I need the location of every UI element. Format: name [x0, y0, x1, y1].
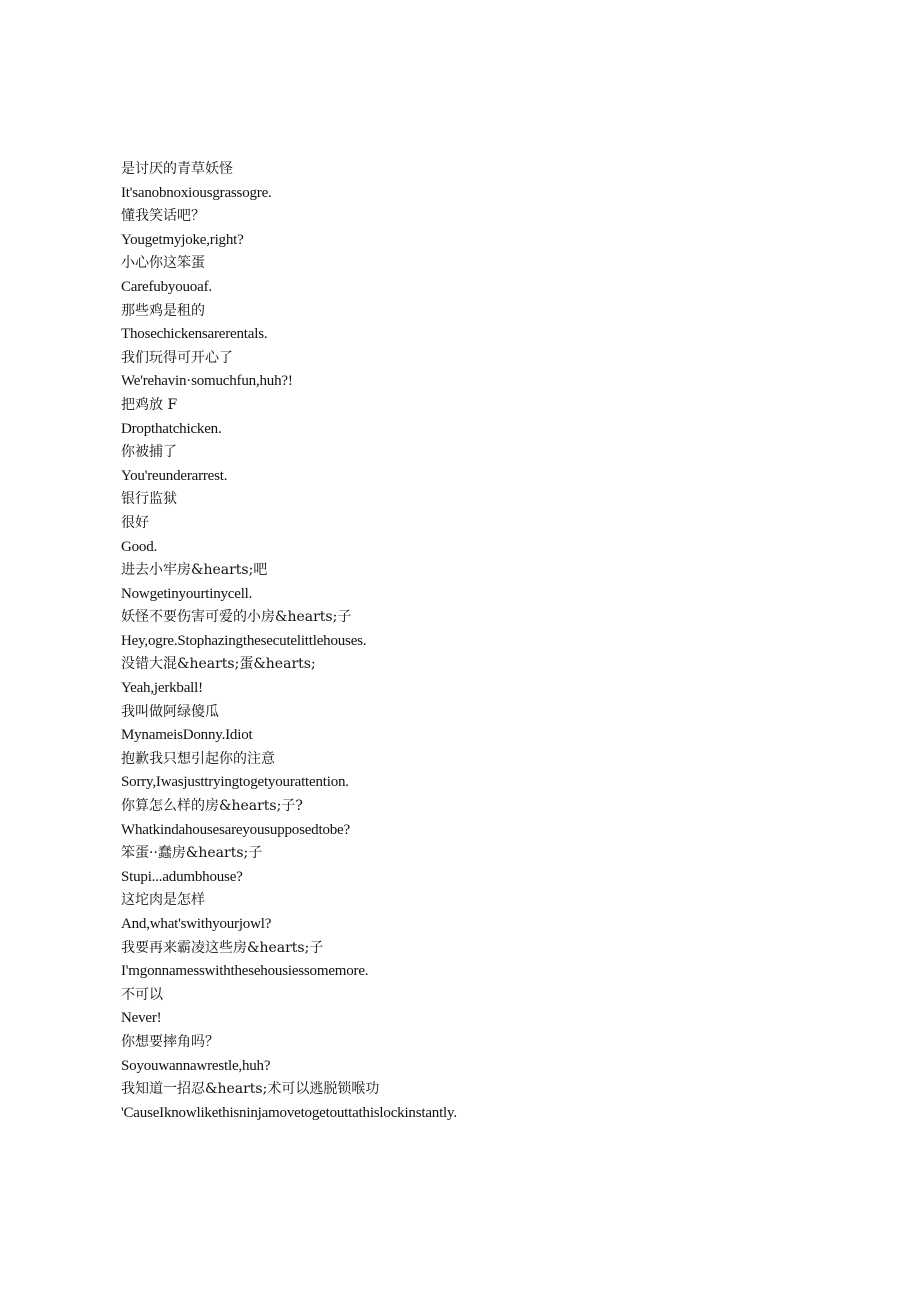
- english-subtitle-line: I'mgonnamesswiththesehousiessomemore.: [121, 963, 369, 980]
- subtitle-lines: [121, 158, 881, 1125]
- chinese-subtitle-line: 没错大混&hearts;蛋&hearts;: [121, 656, 316, 673]
- english-subtitle-line: 'CauseIknowlikethisninjamovetogetouttathislockinstantly.: [121, 1104, 457, 1121]
- chinese-subtitle-line: 我要再来霸凌这些房&hearts;子: [121, 939, 324, 956]
- english-subtitle-line: Good.: [121, 538, 158, 555]
- chinese-subtitle-line: 很好: [121, 514, 149, 531]
- english-subtitle-line: You'reunderarrest.: [121, 467, 228, 484]
- english-subtitle-line: Yougetmyjoke,right?: [121, 231, 244, 248]
- english-subtitle-line: Dropthatchicken.: [121, 420, 222, 437]
- chinese-subtitle-line: 不可以: [121, 986, 163, 1003]
- english-subtitle-line: Sorry,Iwasjusttryingtogetyourattention.: [121, 774, 349, 791]
- english-subtitle-line: Never!: [121, 1010, 162, 1027]
- chinese-subtitle-line: 进去小牢房&hearts;吧: [121, 562, 268, 579]
- chinese-subtitle-line: 你想要摔角吗？: [121, 1033, 219, 1050]
- chinese-subtitle-line: 那些鸡是租的: [121, 302, 205, 319]
- english-subtitle-line: Thosechickensarerentals.: [121, 326, 268, 343]
- english-subtitle-line: We'rehavin·somuchfun,huh?!: [121, 373, 293, 390]
- chinese-subtitle-line: 这坨肉是怎样: [121, 892, 205, 909]
- chinese-subtitle-line: 抱歉我只想引起你的注意: [121, 750, 275, 767]
- english-subtitle-line: Carefubyouoaf.: [121, 278, 212, 295]
- english-subtitle-line: And,what'swithyourjowl?: [121, 916, 272, 932]
- chinese-subtitle-line: 笨蛋··蠢房&hearts;子: [121, 845, 263, 862]
- english-subtitle-line: Stupi...adumbhouse?: [121, 868, 243, 885]
- english-subtitle-line: Soyouwannawrestle,huh?: [121, 1057, 271, 1074]
- chinese-subtitle-line: 你被捕了: [121, 444, 177, 461]
- chinese-subtitle-line: 妖怪不要伤害可爱的小房&hearts;子: [121, 609, 352, 626]
- english-subtitle-line: Hey,ogre.Stophazingthesecutelittlehouses.: [121, 632, 367, 649]
- chinese-subtitle-line: 银行监狱: [121, 491, 177, 508]
- chinese-subtitle-line: 你算怎么样的房&hearts;子?: [121, 798, 303, 815]
- english-subtitle-line: Whatkindahousesareyousupposedtobe?: [121, 821, 350, 838]
- english-subtitle-line: MynameisDonny.Idiot: [121, 727, 253, 744]
- chinese-subtitle-line: 是讨厌的青草妖怪: [121, 161, 233, 177]
- english-subtitle-line: Nowgetinyourtinycell.: [121, 585, 253, 602]
- chinese-subtitle-line: 我叫做阿绿傻瓜: [121, 703, 219, 720]
- chinese-subtitle-line: 我知道一招忍&hearts;术可以逃脱锁喉功: [121, 1081, 380, 1098]
- chinese-subtitle-line: 小心你这笨蛋: [121, 255, 205, 272]
- chinese-subtitle-line: 我们玩得可开心了: [121, 349, 233, 366]
- chinese-subtitle-line: 把鸡放 F: [121, 396, 178, 413]
- chinese-subtitle-line: 懂我笑话吧？: [121, 208, 205, 225]
- english-subtitle-line: It'sanobnoxiousgrassogre.: [121, 184, 272, 201]
- english-subtitle-line: Yeah,jerkball!: [121, 680, 203, 697]
